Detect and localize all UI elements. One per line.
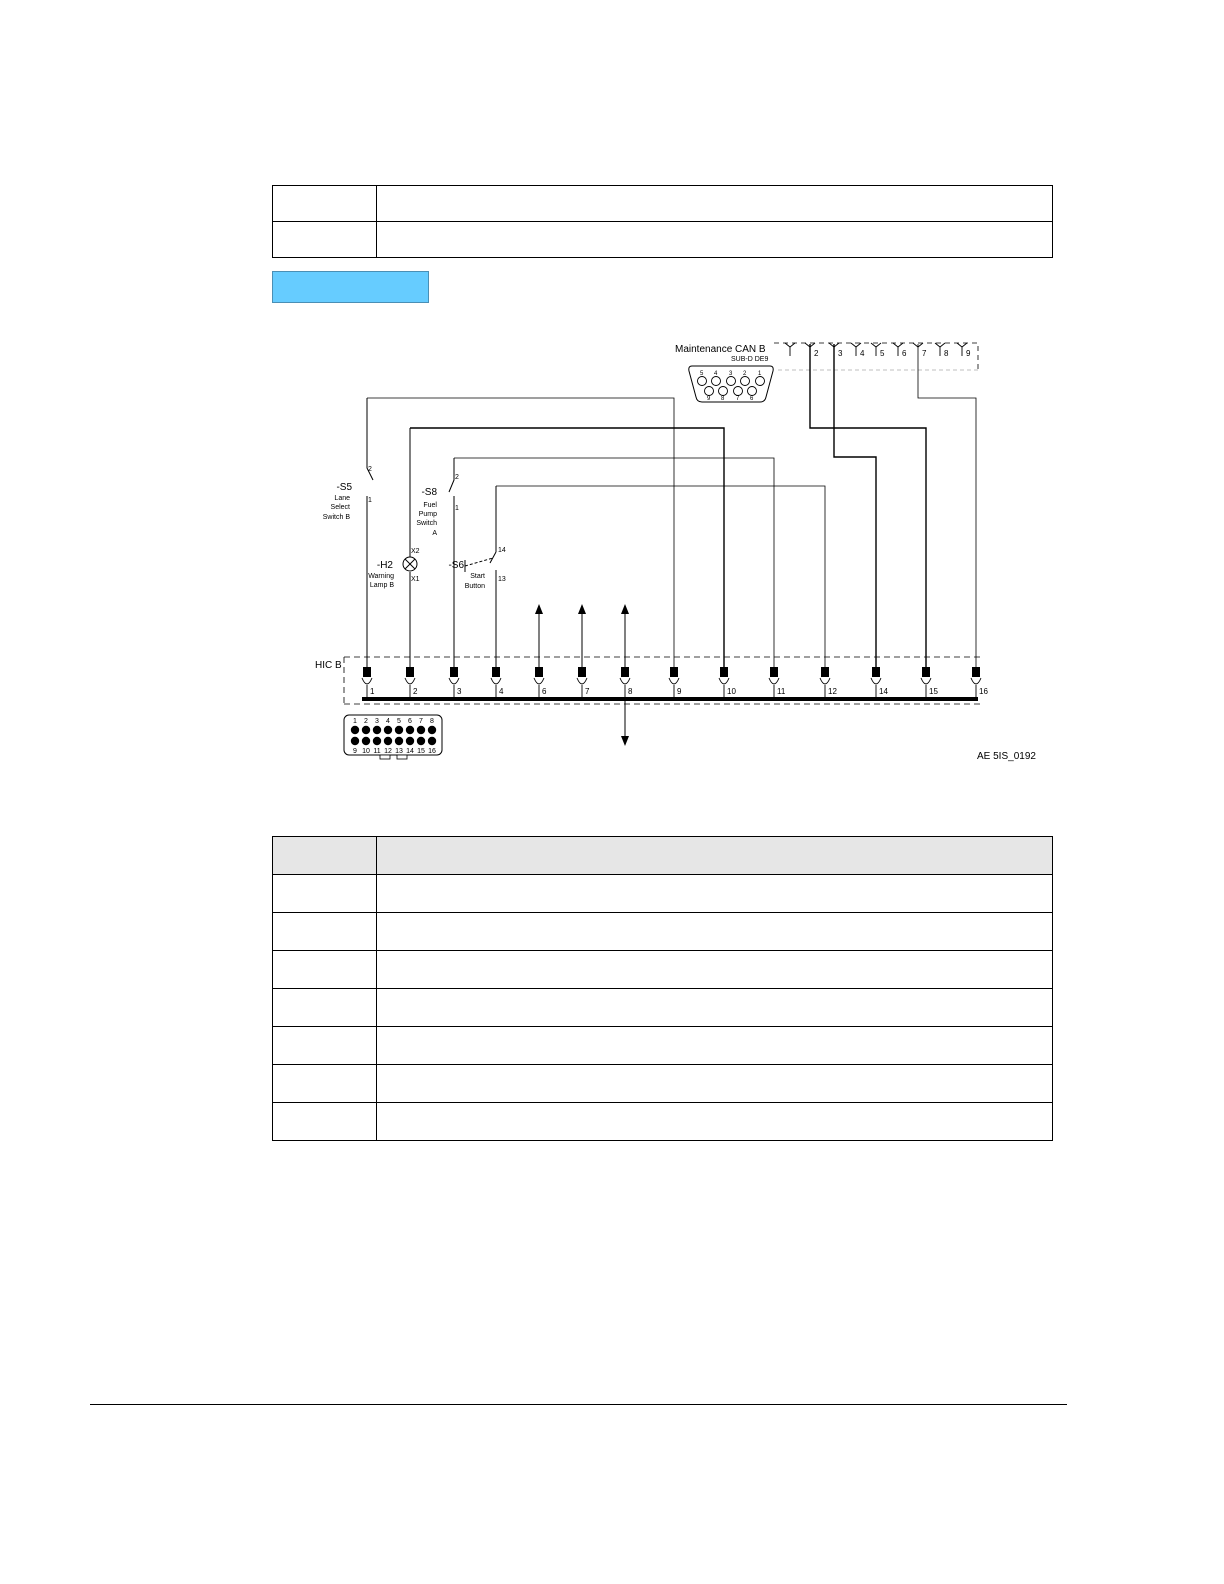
svg-text:2: 2 [368,466,372,473]
svg-text:Switch: Switch [416,520,437,527]
can-pin [893,343,907,358]
can-pin-label: 6 [902,349,907,358]
svg-text:-H2: -H2 [376,560,393,571]
wiring-diagram [300,330,1036,780]
table-row [273,875,1053,913]
h2-label [368,548,419,589]
connector-pin-label: 2 [364,718,368,725]
can-pin-label: 2 [814,349,819,358]
table-cell [377,875,1053,913]
table-cell [377,1065,1053,1103]
connector-pin-label: 9 [353,748,357,755]
can-pin-label: 3 [838,349,843,358]
hic-pin [577,667,590,699]
svg-text:1: 1 [368,497,372,504]
de9-pin [748,387,757,396]
table-cell [273,913,377,951]
can-title: Maintenance CAN B [675,344,766,355]
connector-pin [406,737,414,745]
connector-pin [351,726,359,734]
connector-pin-label: 3 [375,718,379,725]
can-pin-label: 7 [922,349,927,358]
connector-pin-label: 13 [395,748,403,755]
table-cell [377,1103,1053,1141]
hic-pin-label: 8 [628,687,633,696]
connector-pin-label: 10 [362,748,370,755]
connector-pin [417,726,425,734]
connector-pin-label: 14 [406,748,414,755]
section-tab [272,271,429,303]
de9-pin [756,377,765,386]
table-row [273,1027,1053,1065]
hic-pin [871,667,888,699]
table-cell [273,951,377,989]
hic-pin [719,667,736,699]
connector-pin [428,737,436,745]
table-cell [377,989,1053,1027]
table-header-cell [377,837,1053,875]
table-row [273,951,1053,989]
connector-pin [373,737,381,745]
hic-pin [620,667,633,699]
table-cell [273,1027,377,1065]
de9-pin-label: 3 [729,371,733,377]
hic-pin-label: 12 [828,687,837,696]
svg-text:Fuel: Fuel [423,502,437,509]
hic-pin [769,667,786,699]
hic-pin-label: 7 [585,687,590,696]
svg-text:Start: Start [470,573,485,580]
hic-pin [405,667,418,699]
de9-pin [719,387,728,396]
svg-text:Lamp B: Lamp B [369,582,394,589]
can-pin [935,343,949,358]
table-cell [377,913,1053,951]
can-pin-label: 4 [860,349,865,358]
hic-pin [669,667,682,699]
de9-pin-label: 8 [721,396,725,402]
pin-assignment-table [272,836,1053,1141]
table-header-cell [273,837,377,875]
table-cell [273,989,377,1027]
svg-text:A: A [432,530,437,537]
de9-pin [734,387,743,396]
can-pin [957,343,971,358]
hic-pin-label: 4 [499,687,504,696]
hic-pin [491,667,504,699]
table-cell [273,186,377,222]
svg-text:X2: X2 [411,548,420,555]
svg-text:-S6: -S6 [448,560,464,571]
de9-pin [705,387,714,396]
table-row [273,989,1053,1027]
svg-text:Button: Button [464,583,485,590]
table-cell [377,186,1053,222]
de9-pin-label: 4 [714,371,718,377]
de9-pin-label: 7 [736,396,740,402]
svg-text:Pump: Pump [418,511,437,518]
connector-pin [428,726,436,734]
hic-pins [362,667,988,699]
hic-pin-label: 14 [879,687,888,696]
de9-pin-label: 6 [750,396,754,402]
hic-pin-label: 10 [727,687,736,696]
can-pin [805,343,819,358]
de9-pin [712,377,721,386]
table-row [273,1065,1053,1103]
can-pin [913,343,927,358]
hic-label: HIC B [315,660,342,671]
svg-text:X1: X1 [411,576,420,583]
table-cell [273,1065,377,1103]
header-info-table [272,185,1053,258]
table-cell [273,1103,377,1141]
svg-text:-S5: -S5 [336,482,352,493]
svg-text:-S8: -S8 [421,487,437,498]
svg-text:13: 13 [498,576,506,583]
connector-pin-label: 12 [384,748,392,755]
table-header-row [273,837,1053,875]
hic-pin-label: 6 [542,687,547,696]
connector-pin [351,737,359,745]
can-pin-taps [785,343,971,358]
table-cell [377,222,1053,258]
hic-pin-label: 15 [929,687,938,696]
table-cell [377,951,1053,989]
hic-pin [449,667,462,699]
de9-pin-label: 5 [700,371,704,377]
de9-pin [698,377,707,386]
hic-pin-label: 2 [413,687,418,696]
svg-text:14: 14 [498,547,506,554]
table-cell [377,1027,1053,1065]
table-cell [273,222,377,258]
hic-pin-label: 16 [979,687,988,696]
can-pin [785,343,795,356]
connector-pin-label: 8 [430,718,434,725]
hic-pin [362,667,375,699]
can-subtitle: SUB-D DE9 [731,356,769,363]
svg-text:1: 1 [455,505,459,512]
svg-text:2: 2 [455,474,459,481]
svg-text:Lane: Lane [334,495,350,502]
connector-pin-label: 5 [397,718,401,725]
can-pin [829,343,843,358]
connector-pin-label: 15 [417,748,425,755]
connector-pin-label: 16 [428,748,436,755]
connector-pin [406,726,414,734]
connector-pin [384,726,392,734]
hic-pin-label: 1 [370,687,375,696]
connector-pin [395,726,403,734]
de9-connector-icon [689,366,773,402]
de9-pin-label: 1 [758,371,762,377]
connector-pin [373,726,381,734]
can-pin-label: 8 [944,349,949,358]
footer-rule [90,1404,1067,1405]
s5-label [323,466,372,521]
hic-pin [921,667,938,699]
svg-text:Switch B: Switch B [322,514,350,521]
table-cell [273,875,377,913]
can-pin [851,343,865,358]
hic-pin-label: 9 [677,687,682,696]
connector-pin-label: 7 [419,718,423,725]
svg-text:Select: Select [330,504,350,511]
connector-pin-label: 11 [373,748,381,755]
connector-pin [362,726,370,734]
connector-pin-label: 1 [353,718,357,725]
connector-pin [395,737,403,745]
hic-pin [971,667,988,699]
de9-pin-label: 2 [743,371,747,377]
connector-pin [417,737,425,745]
hic-connector-icon [344,715,442,759]
de9-pin [727,377,736,386]
hic-pin-label: 11 [777,687,786,696]
connector-pin-label: 6 [408,718,412,725]
de9-pin [741,377,750,386]
connector-pin [384,737,392,745]
table-row [273,186,1053,222]
s6-label [448,547,505,590]
connector-pin-label: 4 [386,718,390,725]
table-row [273,913,1053,951]
can-pin-label: 5 [880,349,885,358]
connector-pin [362,737,370,745]
hic-pin [534,667,547,699]
svg-text:Warning: Warning [368,573,394,580]
table-row [273,222,1053,258]
hic-pin-label: 3 [457,687,462,696]
can-pin [871,343,885,358]
figure-id: AE 5IS_0192 [977,751,1036,762]
hic-pin [820,667,837,699]
can-pin-label: 9 [966,349,971,358]
de9-pin-label: 9 [707,396,711,402]
table-row [273,1103,1053,1141]
